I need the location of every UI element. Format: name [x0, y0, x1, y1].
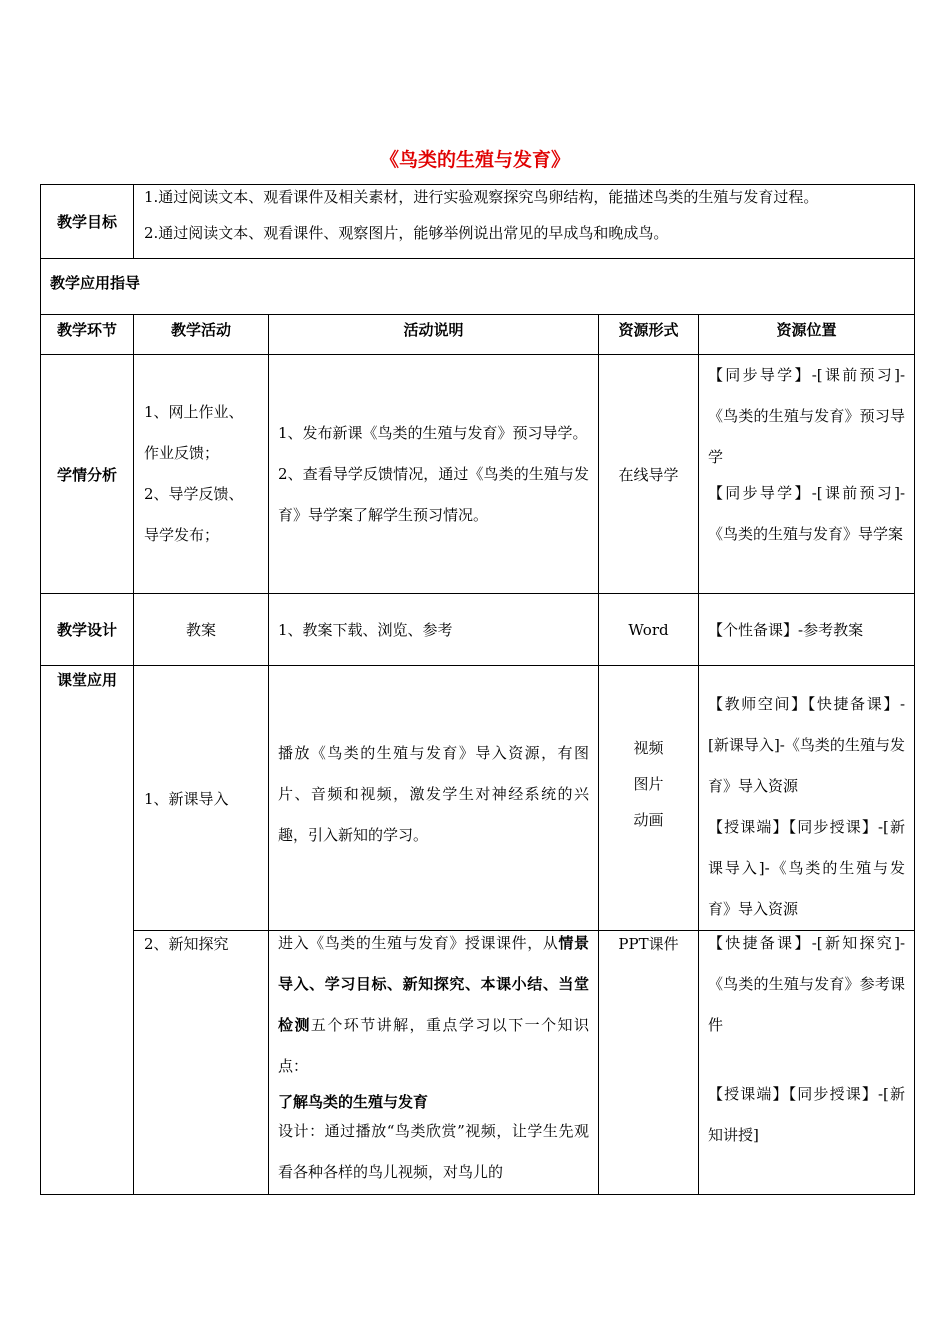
table-row [41, 355, 915, 594]
objectives-label: 教学目标 [41, 185, 134, 259]
objective-item: 1.通过阅读文本、观看课件及相关素材，进行实验观察探究鸟卵结构，能描述鸟类的生殖与发育过程。 [144, 188, 819, 206]
resource-form-cell: 在线导学 [599, 355, 699, 594]
resource-form-cell: PPT课件 [599, 931, 699, 1195]
description-text: 五个环节讲解，重点学习以下一个知识点： [278, 1016, 589, 1075]
resource-form-cell [599, 666, 699, 931]
resource-location-line: 【教师空间】【快捷备课】-[新课导入]-《鸟类的生殖与发育》导入资源 [708, 695, 906, 795]
resource-location-line: 【同步导学】-[课前预习]- 《鸟类的生殖与发育》导学案 [708, 484, 906, 543]
description-line: 播放《鸟类的生殖与发育》导入资源，有图片、音频和视频，激发学生对神经系统的兴趣，引入新知的学习。 [278, 743, 589, 844]
description-cell [269, 666, 599, 931]
resource-location-cell: 【个性备课】-参考教案 [699, 594, 915, 666]
guide-row [41, 259, 915, 315]
table-row [41, 666, 915, 931]
resource-location-cell [699, 931, 915, 1195]
design-text: 设计：通过播放“鸟类欣赏”视频，让学生先观看各种各样的鸟儿视频，对鸟儿的 [278, 1122, 589, 1181]
activity-line: 作业反馈； [144, 444, 220, 462]
activity-line: 导学发布； [144, 526, 220, 544]
activity-cell: 教案 [134, 594, 269, 666]
resource-location-line: 【同步导学】-[课前预习]- 《鸟类的生殖与发育》预习导学 [708, 366, 906, 466]
resource-location-cell [699, 355, 915, 594]
header-resource-form: 资源形式 [599, 315, 699, 355]
description-line [278, 923, 589, 1087]
activity-cell [134, 355, 269, 594]
header-resource-location: 资源位置 [699, 315, 915, 355]
table-row [41, 931, 915, 1195]
section-label: 学情分析 [41, 355, 134, 594]
description-line: 1、发布新课《鸟类的生殖与发育》预习导学。 [278, 423, 588, 442]
resource-location-line: 【快捷备课】-[新知探究]- 《鸟类的生殖与发育》参考课件 [708, 934, 906, 1034]
activity-cell: 1、新课导入 [134, 666, 269, 931]
resource-form-line: 动画 [633, 811, 664, 829]
resource-location-cell [699, 666, 915, 931]
description-cell: 1、教案下载、浏览、参考 [269, 594, 599, 666]
table-row [41, 594, 915, 666]
objectives-row [41, 185, 915, 259]
header-activity: 教学活动 [134, 315, 269, 355]
guide-label: 教学应用指导 [41, 259, 915, 315]
section-label: 教学设计 [41, 594, 134, 666]
header-description: 活动说明 [269, 315, 599, 355]
objective-item: 2.通过阅读文本、观看课件、观察图片，能够举例说出常见的早成鸟和晚成鸟。 [144, 224, 669, 242]
resource-location-line: 【授课端】【同步授课】-[新课导入]-《鸟类的生殖与发育》导入资源 [708, 818, 906, 918]
header-stage: 教学环节 [41, 315, 134, 355]
description-cell [269, 931, 599, 1195]
knowledge-point: 了解鸟类的生殖与发育 [278, 1093, 429, 1111]
resource-location-line: 【授课端】【同步授课】-[新知讲授] [708, 1085, 906, 1144]
description-cell [269, 355, 599, 594]
description-line: 2、查看导学反馈情况，通过《鸟类的生殖与发育》导学案了解学生预习情况。 [278, 464, 589, 524]
activity-line: 2、导学反馈、 [144, 485, 244, 503]
activity-cell: 2、新知探究 [134, 931, 269, 1195]
activity-line: 1、网上作业、 [144, 403, 244, 421]
lesson-plan-table [40, 184, 915, 1195]
document-title: 《鸟类的生殖与发育》 [379, 149, 570, 171]
header-row [41, 315, 915, 355]
resource-form-cell: Word [599, 594, 699, 666]
description-bold-text: 情景导入、学习目标、新知探究、本课小结、当堂检测 [278, 934, 589, 1034]
objectives-cell [134, 185, 915, 259]
description-text: 进入《鸟类的生殖与发育》授课课件，从 [278, 934, 559, 952]
resource-form-line: 图片 [633, 775, 664, 793]
section-label: 课堂应用 [41, 666, 134, 1195]
resource-form-line: 视频 [633, 739, 664, 757]
